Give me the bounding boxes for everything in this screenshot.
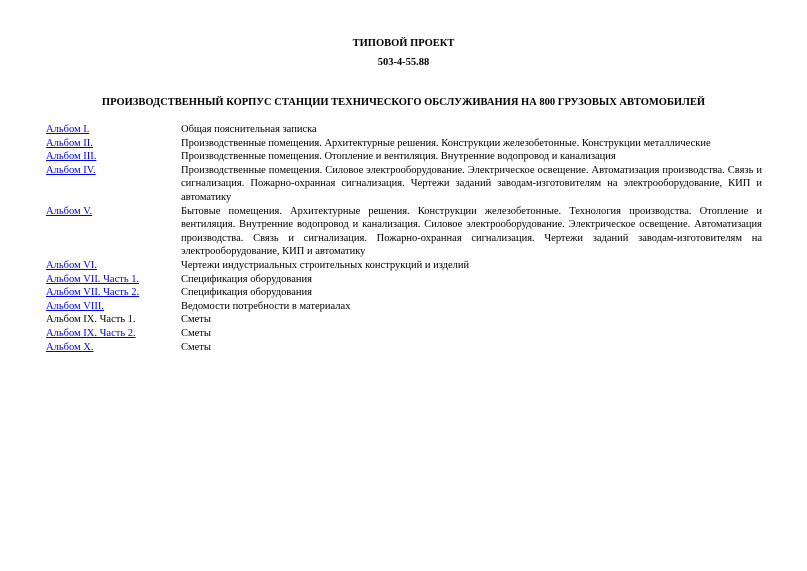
- album-description: Спецификация оборудования: [181, 273, 312, 285]
- album-row: [46, 300, 762, 314]
- project-code: 503-4-55.88: [377, 57, 430, 68]
- album-description: Производственные помещения. Отопление и вентиляция. Внутренние водопровод и канализация: [181, 151, 616, 163]
- document-subtitle: ПРОИЗВОДСТВЕННЫЙ КОРПУС СТАНЦИИ ТЕХНИЧЕСКОГО ОБСЛУЖИВАНИЯ НА 800 ГРУЗОВЫХ АВТОМОБИЛЕЙ: [101, 97, 706, 108]
- album-description: Спецификация оборудования: [181, 287, 312, 299]
- album-link[interactable]: Альбом VII. Часть 2.: [46, 287, 140, 299]
- album-row: [46, 259, 762, 273]
- album-description: Сметы: [181, 341, 211, 353]
- album-description: Производственные помещения. Силовое электрооборудование. Электрическое освещение. Автоматизация производства. Связь и сигнализация. Пожарно-охранная сигнализация. Чертежи заданий заводам-изготовителям на электрооборудование, КИП и автоматику: [181, 164, 762, 203]
- album-row: [46, 327, 762, 341]
- album-link[interactable]: Альбом IV.: [46, 164, 96, 176]
- album-description: Ведомости потребности в материалах: [181, 300, 351, 312]
- album-label: Альбом IX. Часть 1.: [46, 314, 136, 326]
- album-list: [46, 123, 762, 354]
- document-title: ТИПОВОЙ ПРОЕКТ: [352, 38, 455, 49]
- album-row: [46, 205, 762, 259]
- album-row: [46, 273, 762, 287]
- album-description: Общая пояснительная записка: [181, 124, 317, 135]
- album-link[interactable]: Альбом V.: [46, 205, 93, 217]
- album-link[interactable]: Альбом I.: [46, 124, 90, 135]
- album-link[interactable]: Альбом VIII.: [46, 300, 104, 312]
- album-link[interactable]: Альбом III.: [46, 151, 97, 163]
- album-description: Бытовые помещения. Архитектурные решения. Конструкции железобетонные. Технология производства. Отопление и вентиляция. Внутренние водопровод и канализация. Силовое электрооборудование. Электрическое освещение. Автоматизация производства. Связь и сигнализация. Пожарно-охранная сигнализация. Чертежи заданий заводам-изготовителям на электрооборудование, КИП и автоматику: [181, 205, 762, 258]
- album-link[interactable]: Альбом II.: [46, 137, 93, 149]
- album-description: Сметы: [181, 314, 211, 326]
- album-description: Производственные помещения. Архитектурные решения. Конструкции железобетонные. Конструкции металлические: [181, 137, 711, 149]
- album-description: Чертежи индустриальных строительных конструкций и изделий: [181, 259, 470, 271]
- album-row: [46, 286, 762, 300]
- album-description: Сметы: [181, 327, 211, 339]
- album-row: [46, 164, 762, 205]
- album-row: [46, 313, 762, 327]
- album-row: [46, 150, 762, 164]
- album-row: [46, 341, 762, 355]
- album-link[interactable]: Альбом X.: [46, 341, 94, 353]
- album-link[interactable]: Альбом IX. Часть 2.: [46, 327, 136, 339]
- album-row: [46, 123, 762, 137]
- album-link[interactable]: Альбом VII. Часть 1.: [46, 273, 140, 285]
- album-row: [46, 137, 762, 151]
- album-link[interactable]: Альбом VI.: [46, 259, 97, 271]
